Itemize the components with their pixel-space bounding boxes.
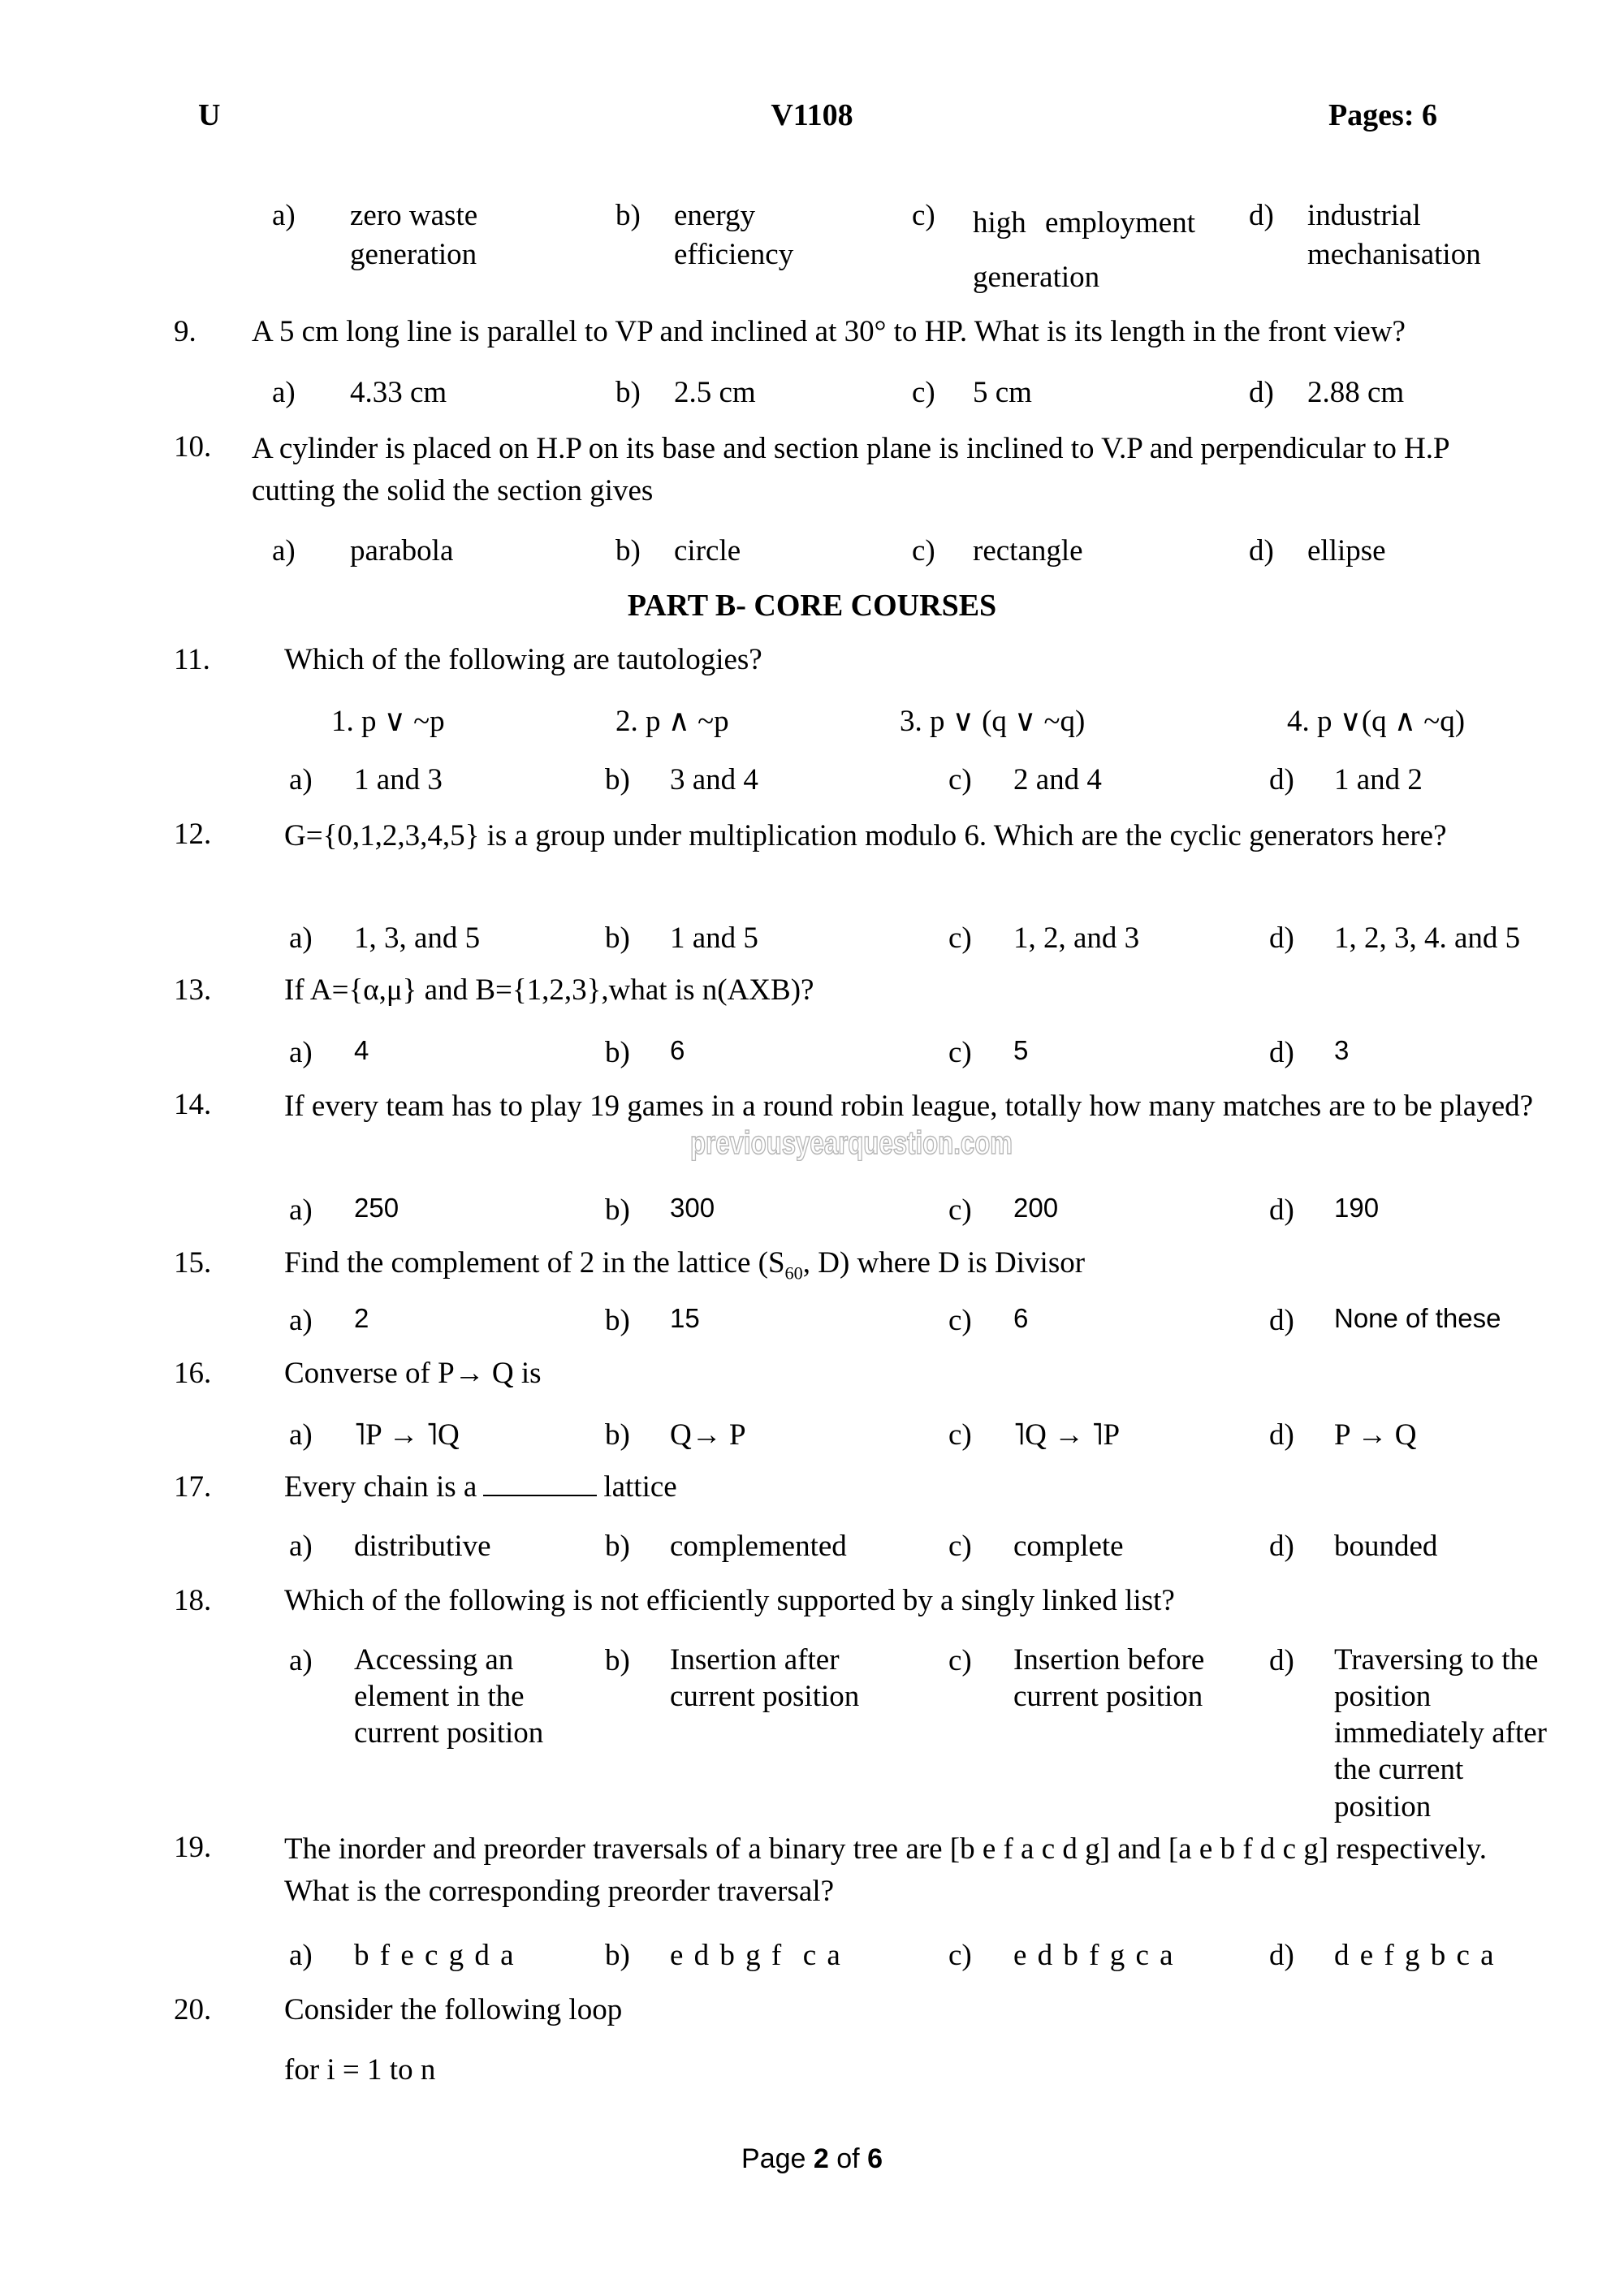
header-left: U xyxy=(198,98,221,132)
header-pages: Pages: 6 xyxy=(1328,98,1437,132)
page-header xyxy=(0,96,1624,145)
question-13-text: If A={α,μ} and B={1,2,3},what is n(AXB)? xyxy=(284,973,814,1007)
q11-statement-4: 4. p ∨(q ∧ ~q) xyxy=(1287,705,1466,738)
part-b-heading: PART B- CORE COURSES xyxy=(627,589,997,623)
question-18-text: Which of the following is not efficiently supported by a singly linked list? xyxy=(284,1584,1175,1617)
question-20-text: Consider the following loop xyxy=(284,1993,623,2026)
exam-page: U V1108 Pages: 6 a) zero waste generation b) energy efficiency c) high employment generation d) industrial mechanisation 9. A 5 cm long line is parallel to VP and inclined at 30° to HP. What is its length in the front view? a) 4.33 cm b) 2.5 cm c) 5 cm d) 2.88 cm 10. A cylinder is placed on H.P on its base and section plane is inclined to V.P and perpendicular to H.P cutting the solid the section gives a) parabola b) circle c) rectangle d) ellipse PART B- CORE COURSES 11. Which of the following are tautologies? 1. p ∨ ~p 2. p ∧ ~p 3. p ∨ (q ∨ ~q) 4. p ∨(q ∧ ~q) a) 1 and 3 b) 3 and 4 c) 2 and 4 d) 1 and 2 12. G={0,1,2,3,4,5} is a group under multiplication modulo 6. Which are the cyclic generators here? a) 1, 3, and 5 b) 1 and 5 c) 1, 2, and 3 d) 1, 2, 3, 4. and 5 13. If A={α,μ} and B={1,2,3},what is n(AXB)? a) 4 b) 6 c) 5 d) 3 14. If every team has to play 19 games in a round robin league, totally how many matches are to be played? previousyearquestion.com a) 250 b) 300 c) 200 d) 190 15. Find the complement of 2 in the lattice ($S_{60}$, D) where D is Divisor a) 2 b) 15 c) 6 d) None of these 16. Converse of P→ Q is a) ˥P → ˥Q b) Q→ P c) ˥Q → ˥P d) P → Q 17. Every chain is a lattice a) distributive b) complemented c) complete d) bounded 18. Which of the following is not efficiently supported by a singly linked list? a) Accessing an element in the current position b) Insertion after current position c) Insertion before current position d) Traversing to the position immediately after the current position 19. The inorder and preorder traversals of a binary tree are [b e f a c d g] and [a e b f d c g] respectively. What is the corresponding preorder traversal? a) b f e c g d a b) e d b g f c a c) e d b f g c a d) d e f g b c a 20. Consider the following loop for i = 1 to n Page 2 of 6 xyxy=(0,0,1624,2296)
question-19-text: The inorder and preorder traversals of a binary tree are [b e f a c d g] and [a e b f d c g] respectively. What is the corresponding preorder traversal? xyxy=(284,1832,1487,1908)
question-17-text: Every chain is a lattice xyxy=(284,1470,677,1504)
question-9-text: A 5 cm long line is parallel to VP and inclined at 30° to HP. What is its length in the front view? xyxy=(252,315,1406,348)
header-code: V1108 xyxy=(771,98,853,132)
page-footer: Page 2 of 6 xyxy=(741,2143,883,2174)
q11-statement-1: 1. p ∨ ~p xyxy=(331,705,445,738)
question-16-text: Converse of P→ Q is xyxy=(284,1357,542,1390)
question-14-text: If every team has to play 19 games in a round robin league, totally how many matches are to be played? xyxy=(284,1090,1534,1123)
question-11-text: Which of the following are tautologies? xyxy=(284,643,762,676)
q11-statement-2: 2. p ∧ ~p xyxy=(615,705,729,738)
question-12-text: G={0,1,2,3,4,5} is a group under multiplication modulo 6. Which are the cyclic generators here? xyxy=(284,819,1447,852)
watermark-logo: previousyearquestion.com xyxy=(690,1125,1013,1161)
question-15-text: Find the complement of 2 in the lattice ($S_{60}$, D) where D is Divisor xyxy=(284,1246,1086,1284)
answer-blank xyxy=(483,1495,597,1496)
q11-statement-3: 3. p ∨ (q ∨ ~q) xyxy=(900,705,1086,738)
question-10-text: A cylinder is placed on H.P on its base and section plane is inclined to V.P and perpendicular to H.P cutting the solid the section gives xyxy=(252,432,1449,507)
